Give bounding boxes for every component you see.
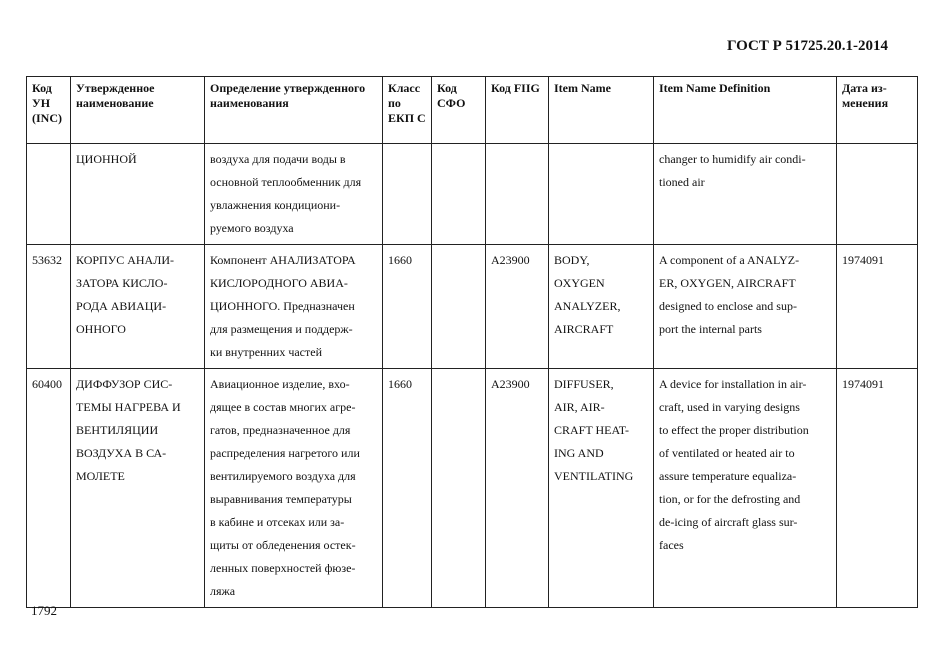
cell-item-name: DIFFUSER, AIR, AIR- CRAFT HEAT- ING AND VENTILATING [549, 369, 654, 608]
cell-inc: 53632 [27, 245, 71, 369]
cell-item-definition: changer to humidify air condi- tioned air [654, 144, 837, 245]
cell-definition: воздуха для подачи воды в основной теплообменник для увлажнения кондициони- руемого воздуха [205, 144, 383, 245]
cell-class: 1660 [383, 369, 432, 608]
cell-inc [27, 144, 71, 245]
table-row [27, 144, 918, 245]
cell-fiig [486, 144, 549, 245]
cell-definition: Авиационное изделие, вхо- дящее в состав многих агре- гатов, предназначенное для распределения нагретого или вентилируемого воздуха для выравнивания температуры в кабине и отсеках или за- щиты от обледенения остек- ленных поверхностей фюзе- ляжа [205, 369, 383, 608]
cell-item-definition: A device for installation in air- craft, used in varying designs to effect the proper distribution of ventilated or heated air to assure temperature equaliza- tion, or for the defrosting and de-icing of aircraft glass sur- faces [654, 369, 837, 608]
cell-definition: Компонент АНАЛИЗАТОРА КИСЛОРОДНОГО АВИА- ЦИОННОГО. Предназначен для размещения и поддерж- ки внутренних частей [205, 245, 383, 369]
col-header-approved-name: Утвержденное наименование [71, 77, 205, 144]
col-header-item-definition: Item Name Definition [654, 77, 837, 144]
cell-fiig: A23900 [486, 369, 549, 608]
col-header-inc: Код УН (INC) [27, 77, 71, 144]
cell-item-definition: A component of a ANALYZ- ER, OXYGEN, AIRCRAFT designed to enclose and sup- port the internal parts [654, 245, 837, 369]
table-row [27, 369, 918, 608]
document-code: ГОСТ Р 51725.20.1-2014 [726, 38, 888, 54]
cell-approved-name: ДИФФУЗОР СИС- ТЕМЫ НАГРЕВА И ВЕНТИЛЯЦИИ ВОЗДУХА В СА- МОЛЕТЕ [71, 369, 205, 608]
table-header-row [27, 77, 918, 144]
cell-fiig: A23900 [486, 245, 549, 369]
cell-sfo [432, 144, 486, 245]
col-header-fiig: Код FIIG [486, 77, 549, 144]
col-header-class: Класс по ЕКП С [383, 77, 432, 144]
cell-inc: 60400 [27, 369, 71, 608]
cell-approved-name: ЦИОННОЙ [71, 144, 205, 245]
col-header-change-date: Дата из- менения [837, 77, 918, 144]
page-number: 1792 [31, 603, 57, 618]
gost-table [26, 76, 918, 608]
col-header-sfo: Код СФО [432, 77, 486, 144]
cell-item-name: BODY, OXYGEN ANALYZER, AIRCRAFT [549, 245, 654, 369]
cell-approved-name: КОРПУС АНАЛИ- ЗАТОРА КИСЛО- РОДА АВИАЦИ- ОННОГО [71, 245, 205, 369]
cell-class: 1660 [383, 245, 432, 369]
table-row [27, 245, 918, 369]
cell-change-date [837, 144, 918, 245]
cell-sfo [432, 369, 486, 608]
cell-change-date: 1974091 [837, 245, 918, 369]
col-header-definition: Определение утвержденного наименования [205, 77, 383, 144]
col-header-item-name: Item Name [549, 77, 654, 144]
cell-change-date: 1974091 [837, 369, 918, 608]
cell-sfo [432, 245, 486, 369]
cell-class [383, 144, 432, 245]
cell-item-name [549, 144, 654, 245]
